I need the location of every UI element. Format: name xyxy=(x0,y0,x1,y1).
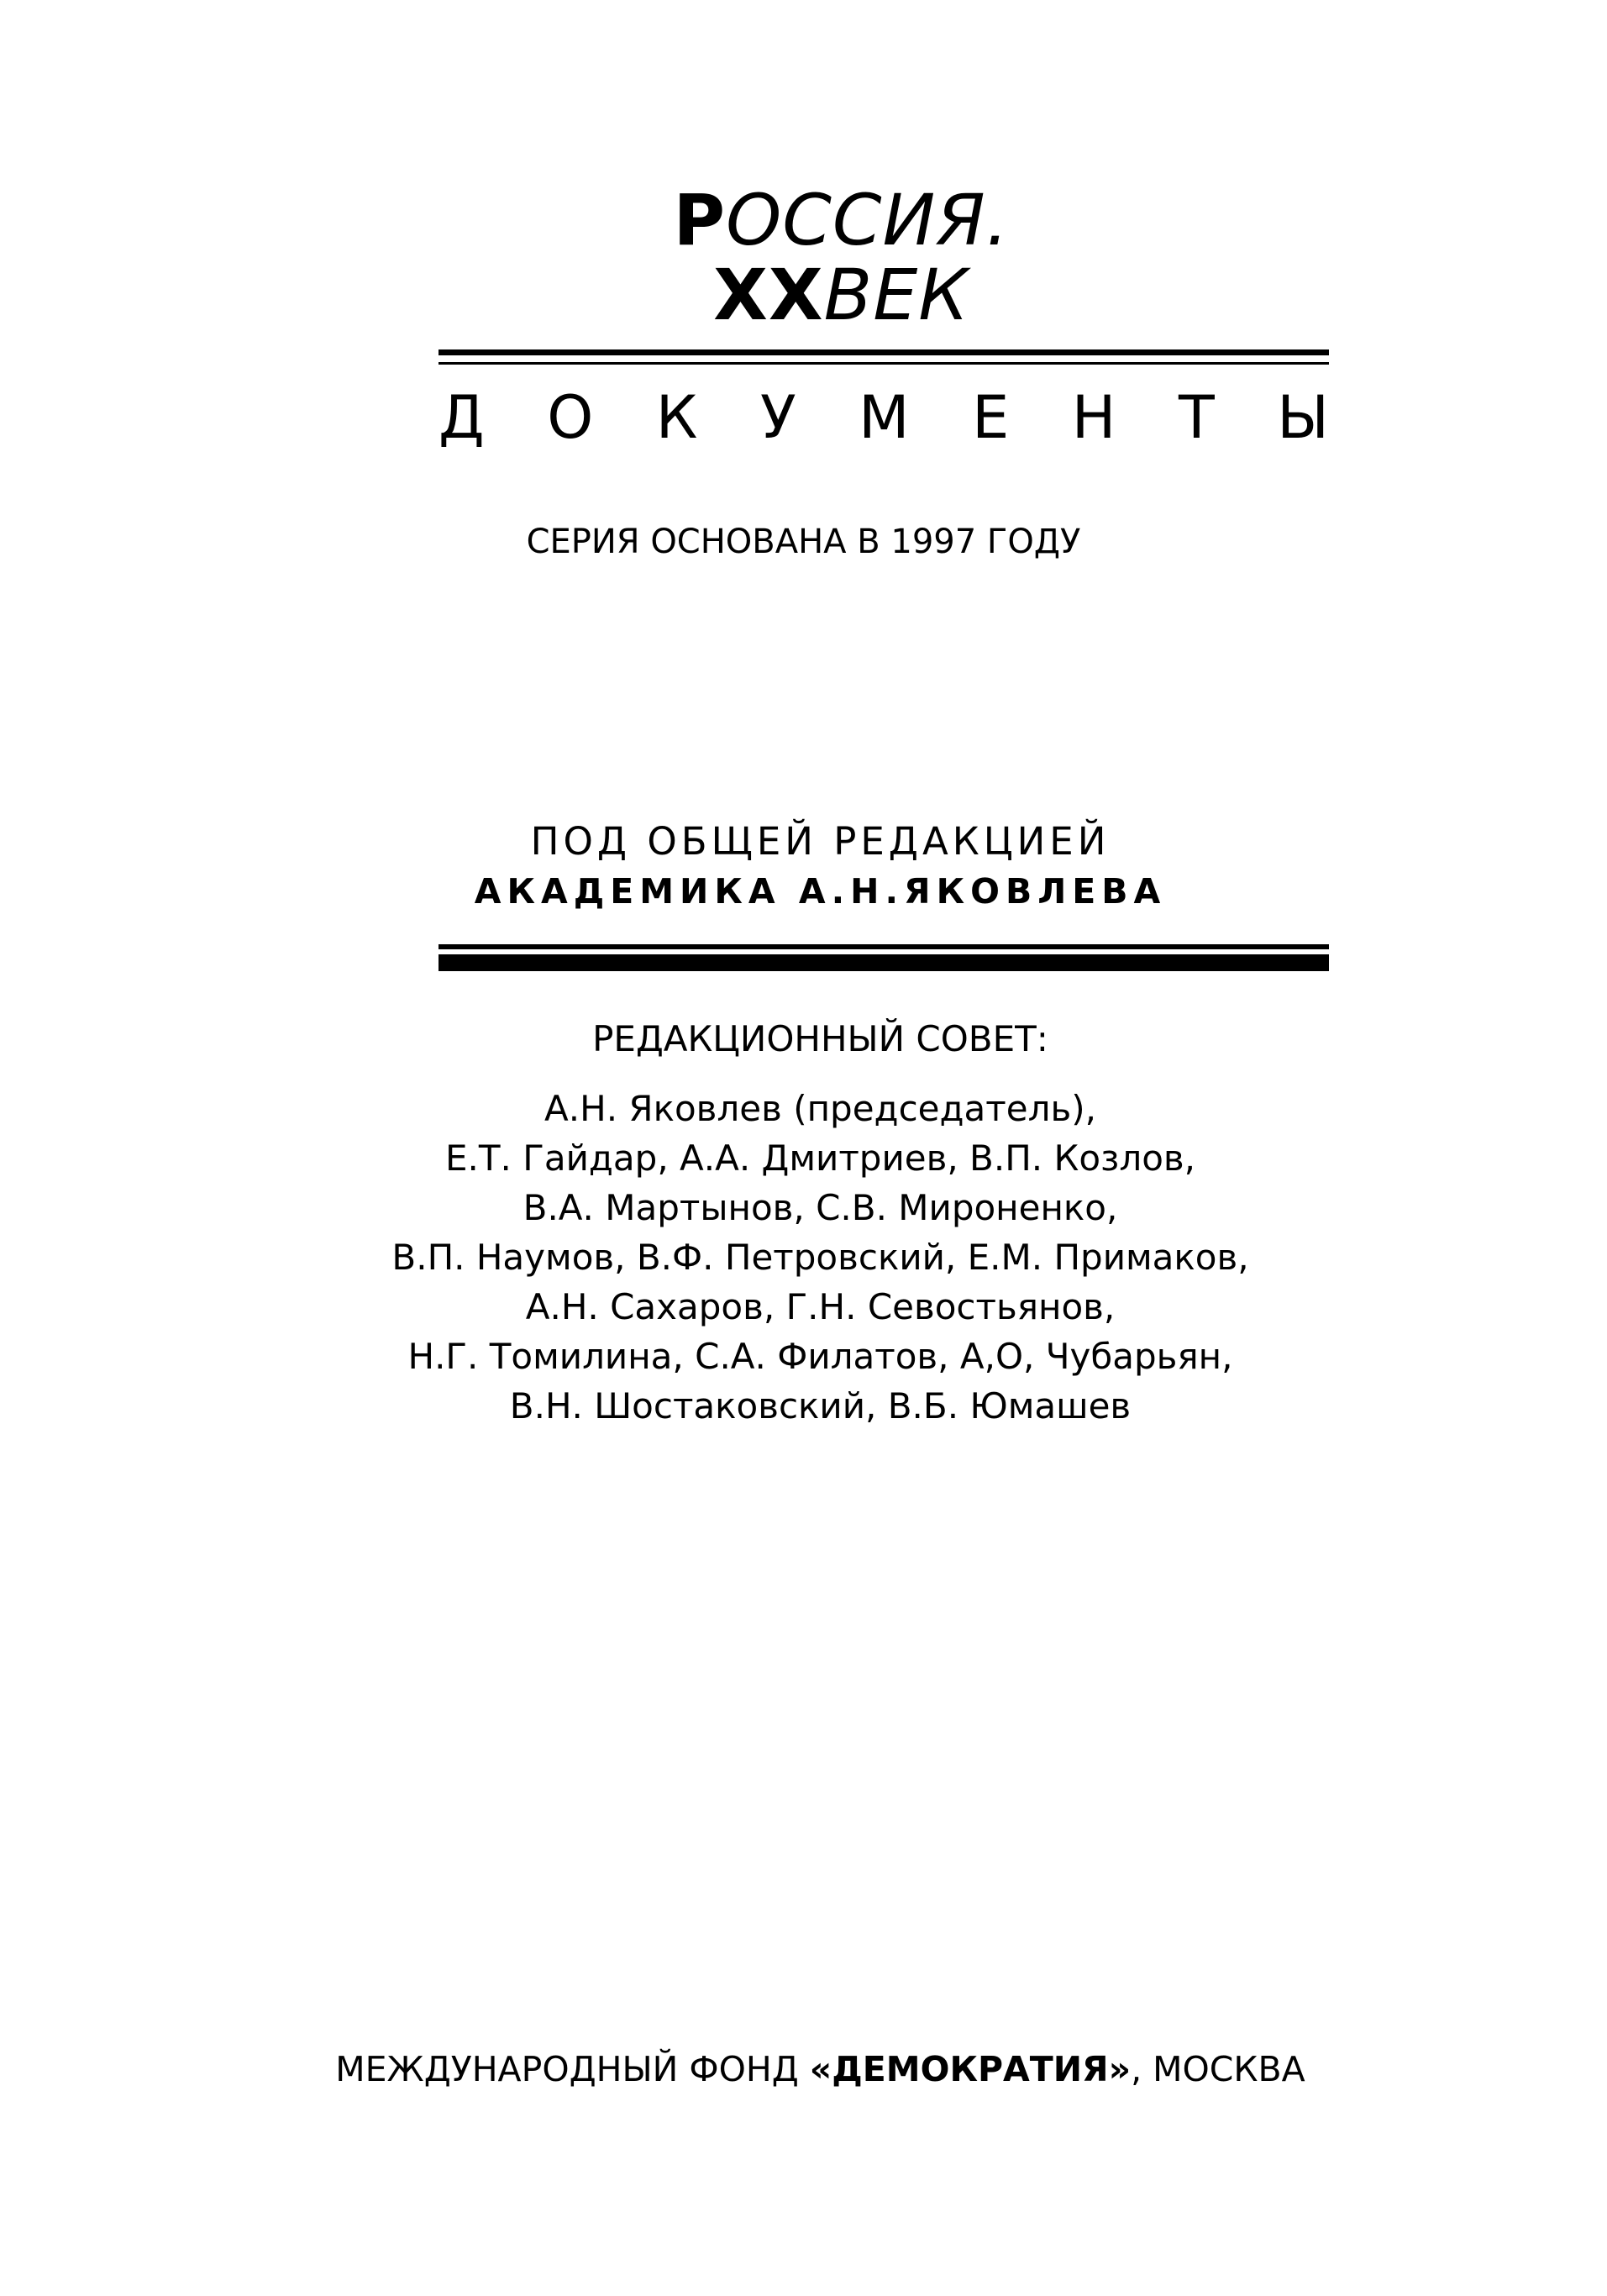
series-title-line-1 xyxy=(0,180,1607,260)
series-title-initial: Р xyxy=(673,179,727,261)
editorial-board-line: В.Н. Шостаковский, В.Б. Юмашев xyxy=(509,1385,1132,1426)
documents-letter: Т xyxy=(1178,383,1215,452)
masthead-rule-thick xyxy=(439,349,1329,355)
editorial-board-heading: РЕДАКЦИОННЫЙ СОВЕТ: xyxy=(592,1018,1048,1059)
general-editor-name: АКАДЕМИКА А.Н.ЯКОВЛЕВА xyxy=(474,871,1167,912)
documents-letter: Ы xyxy=(1277,383,1329,452)
series-founded-note: СЕРИЯ ОСНОВАНА В 1997 ГОДУ xyxy=(526,523,1081,561)
section-rule-thin xyxy=(439,944,1329,949)
general-editor-caption: ПОД ОБЩЕЙ РЕДАКЦИЕЙ xyxy=(530,819,1111,864)
editorial-board-line: В.А. Мартынов, С.В. Мироненко, xyxy=(523,1187,1118,1228)
publisher-city: , МОСКВА xyxy=(1131,2049,1305,2089)
documents-heading xyxy=(439,383,1329,452)
publisher-name: «ДЕМОКРАТИЯ» xyxy=(809,2049,1132,2089)
documents-letter: К xyxy=(655,383,698,452)
series-title-line-2 xyxy=(0,255,1607,335)
editorial-board-line: Е.Т. Гайдар, А.А. Дмитриев, В.П. Козлов, xyxy=(445,1137,1195,1179)
documents-letter: У xyxy=(760,383,796,452)
editorial-board-line: А.Н. Сахаров, Г.Н. Севостьянов, xyxy=(525,1286,1116,1327)
series-title-century: XX xyxy=(713,254,824,336)
section-rule-thick xyxy=(439,954,1329,971)
editorial-board-line: В.П. Наумов, В.Ф. Петровский, Е.М. Примаков, xyxy=(391,1237,1249,1278)
documents-letter: Е xyxy=(972,383,1010,452)
publisher-line xyxy=(0,2049,1607,2089)
masthead-rule-thin xyxy=(439,362,1329,365)
editorial-board-line: Н.Г. Томилина, С.А. Филатов, А,О, Чубарьян, xyxy=(407,1336,1233,1377)
documents-letter: О xyxy=(547,383,594,452)
documents-letter: М xyxy=(859,383,910,452)
editorial-board-line: А.Н. Яковлев (председатель), xyxy=(544,1088,1096,1129)
editorial-board-list xyxy=(0,1084,1607,1431)
publisher-prefix: МЕЖДУНАРОДНЫЙ ФОНД xyxy=(335,2049,810,2089)
documents-letter: Д xyxy=(439,383,485,452)
series-title-word: ВЕК xyxy=(823,254,969,336)
documents-letter: Н xyxy=(1071,383,1116,452)
series-title-rest: ОССИЯ. xyxy=(726,179,1010,261)
